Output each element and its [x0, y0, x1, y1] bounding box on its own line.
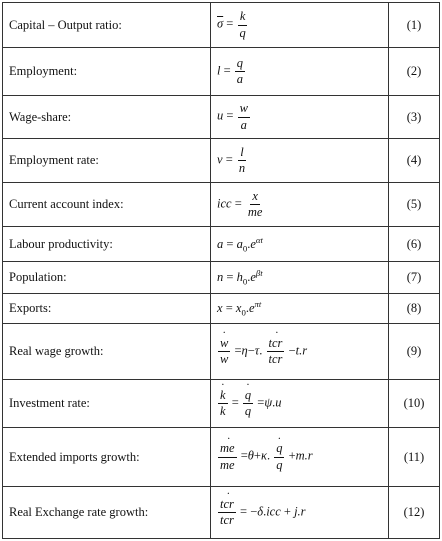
formula-10: ˙ $\frac{k}{k}$ = ˙ $\frac{q}{q}$ =ψ.u	[211, 380, 389, 428]
row-label: Employment rate:	[3, 139, 211, 183]
row-label: Population:	[3, 262, 211, 294]
table-row	[3, 183, 440, 227]
table-row	[3, 139, 440, 183]
equation-number: (6)	[389, 227, 440, 262]
table-row	[3, 96, 440, 139]
formula-7: $n = h_0.e^{\beta t}$	[211, 262, 389, 294]
table-row	[3, 487, 440, 539]
equation-number: (9)	[389, 324, 440, 380]
row-label: Wage-share:	[3, 96, 211, 139]
formula-1: $\overline{\sigma}$ = $\frac{k}{q}$	[211, 3, 389, 48]
formula-8: $x = x_0.e^{\pi t}$	[211, 294, 389, 324]
row-label: Capital – Output ratio:	[3, 3, 211, 48]
equation-number: (3)	[389, 96, 440, 139]
equation-number: (1)	[389, 3, 440, 48]
table-row	[3, 380, 440, 428]
table-row	[3, 3, 440, 48]
formula-5: icc = $\frac{x}{me}$	[211, 183, 389, 227]
row-label: Labour productivity:	[3, 227, 211, 262]
equation-number: (7)	[389, 262, 440, 294]
row-label: Exports:	[3, 294, 211, 324]
row-label: Real wage growth:	[3, 324, 211, 380]
table-row	[3, 262, 440, 294]
equation-number: (8)	[389, 294, 440, 324]
row-label: Employment:	[3, 48, 211, 96]
formula-3: u = $\frac{w}{a}$	[211, 96, 389, 139]
equation-number: (4)	[389, 139, 440, 183]
equation-number: (10)	[389, 380, 440, 428]
table-row	[3, 227, 440, 262]
row-label: Current account index:	[3, 183, 211, 227]
formula-11: ˙ $\frac{me}{me}$ =θ+κ. ˙ $\frac{q}{q}$ +m.r	[211, 428, 389, 487]
row-label: Extended imports growth:	[3, 428, 211, 487]
formula-4: v = $\frac{l}{n}$	[211, 139, 389, 183]
table-row	[3, 324, 440, 380]
table-row	[3, 48, 440, 96]
row-label: Real Exchange rate growth:	[3, 487, 211, 539]
equation-number: (12)	[389, 487, 440, 539]
formula-6: $a = a_0.e^{\alpha t}$	[211, 227, 389, 262]
row-label: Investment rate:	[3, 380, 211, 428]
equation-number: (11)	[389, 428, 440, 487]
model-equations-table	[2, 2, 440, 539]
formula-2: l = $\frac{q}{a}$	[211, 48, 389, 96]
formula-9: ˙ $\frac{w}{w}$ =η−τ. ˙ $\frac{\text{tcr}}{\text{tcr}}$ −t.r	[211, 324, 389, 380]
table-row	[3, 294, 440, 324]
equation-number: (2)	[389, 48, 440, 96]
formula-12: ˙ $\frac{\text{tcr}}{\text{tcr}}$ = −δ.icc + j.r	[211, 487, 389, 539]
equation-number: (5)	[389, 183, 440, 227]
table-row	[3, 428, 440, 487]
